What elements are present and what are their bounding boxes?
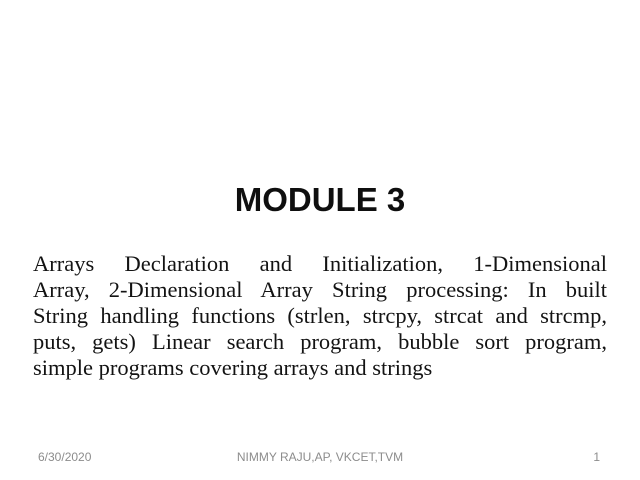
footer-date: 6/30/2020 (38, 450, 92, 464)
slide-number: 1 (593, 450, 600, 464)
footer-author: NIMMY RAJU,AP, VKCET,TVM (236, 450, 404, 464)
body-line: Arrays Declaration and Initialization, 1-Dimensional (33, 251, 607, 276)
body-line: String handling functions (strlen, strcpy, strcat and strcmp, (33, 303, 607, 328)
slide-title: MODULE 3 (234, 181, 406, 218)
slide-body-paragraph (33, 251, 607, 381)
body-line: puts, gets) Linear search program, bubble sort program, (33, 329, 607, 354)
body-line: Array, 2-Dimensional Array String processing: In built (33, 277, 607, 302)
body-line: simple programs covering arrays and strings (33, 355, 433, 380)
